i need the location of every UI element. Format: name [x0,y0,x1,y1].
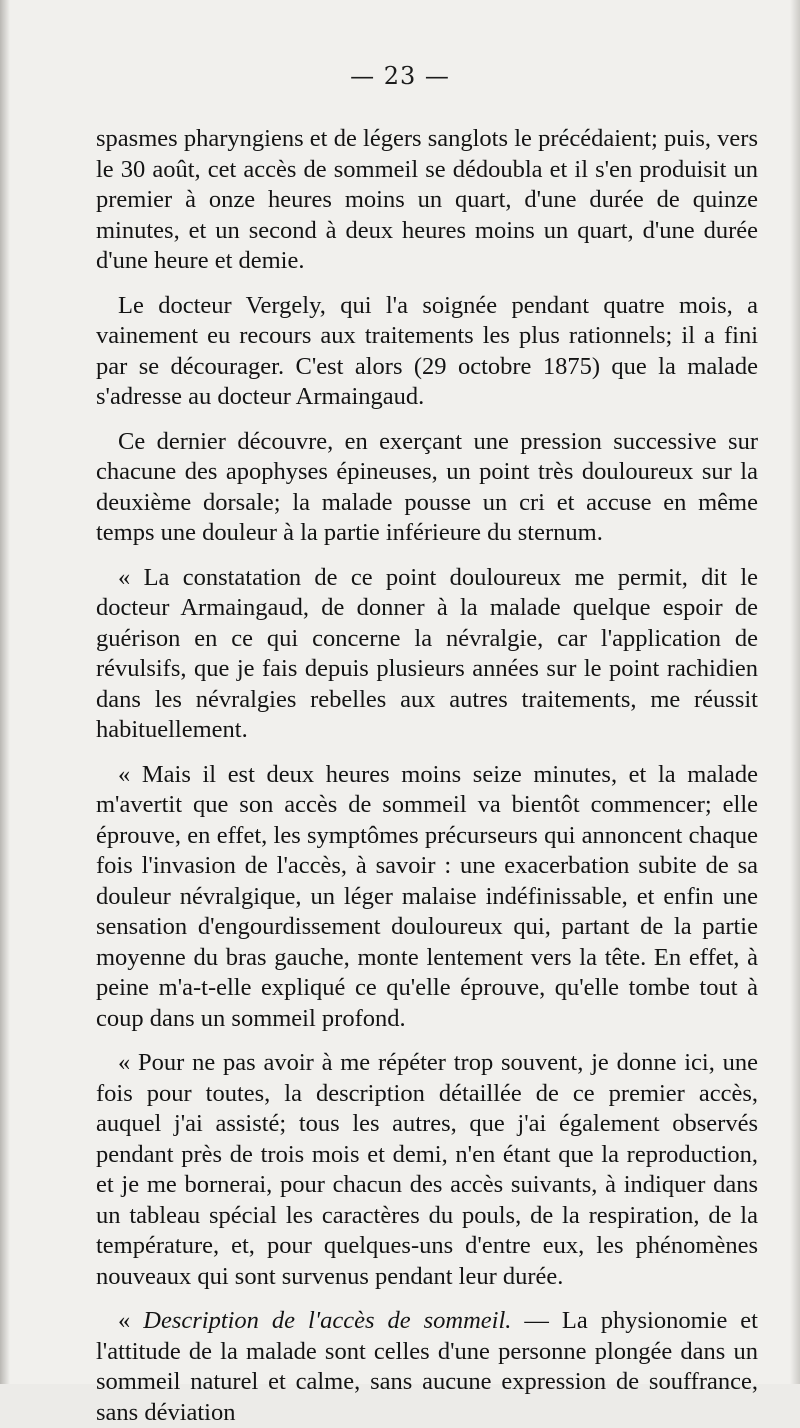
left-page-edge [0,0,10,1384]
paragraph-6: « Pour ne pas avoir à me répéter trop souvent, je donne ici, une fois pour toutes, la description détaillée de ce premier accès, auquel j'ai assisté; tous les autres, que j'ai également observés pendant près de trois mois et demi, n'en étant que la reproduction, et je me bornerai, pour chacun des accès suivants, à indiquer dans un tableau spécial les caractères du pouls, de la respiration, de la température, et, pour quelques-uns d'entre eux, les phénomènes nouveaux qui sont survenus pendant leur durée. [96,1049,758,1290]
paragraph-7-text: — La physionomie et l'attitude de la malade sont celles d'une personne plongée dans un sommeil naturel et calme, sans aucune expression de souffrance, sans déviation [96,1307,758,1426]
right-page-edge [790,0,800,1384]
quote-mark: « [118,1307,144,1334]
section-heading-italic: Description de l'accès de sommeil. [143,1307,512,1334]
paragraph-2: Le docteur Vergely, qui l'a soignée pendant quatre mois, a vainement eu recours aux traitements les plus rationnels; il a fini par se décourager. C'est alors (29 octobre 1875) que la malade s'adresse au docteur Armaingaud. [96,291,758,410]
paragraph-3: Ce dernier découvre, en exerçant une pression successive sur chacune des apophyses épineuses, un point très douloureux sur la deuxième dorsale; la malade pousse un cri et accuse en même temps une douleur à la partie inférieure du sternum. [96,427,758,546]
paragraph-1: spasmes pharyngiens et de légers sanglots le précédaient; puis, vers le 30 août, cet accès de sommeil se dédoubla et il s'en produisit un premier à onze heures moins un quart, d'une durée de quinze minutes, et un second à deux heures moins un quart, d'une durée d'une heure et demie. [96,125,758,274]
paragraph-7 [96,1306,758,1428]
paragraph-5: « Mais il est deux heures moins seize minutes, et la malade m'avertit que son accès de sommeil va bientôt commencer; elle éprouve, en effet, les symptômes précurseurs qui annoncent chaque fois l'invasion de l'accès, à savoir : une exacerbation subite de sa douleur névralgique, un léger malaise indéfinissable, et enfin une sensation d'engourdissement douloureux qui, partant de la partie moyenne du bras gauche, monte lentement vers la tête. En effet, à peine m'a-t-elle expliqué ce qu'elle éprouve, qu'elle tombe tout à coup dans un sommeil profond. [96,760,758,1032]
body-text [96,124,758,1428]
paragraph-4: « La constatation de ce point douloureux me permit, dit le docteur Armaingaud, de donner à la malade quelque espoir de guérison en ce qui concerne la névralgie, car l'application de révulsifs, que je fais depuis plusieurs années sur le point rachidien dans les névralgies rebelles aux autres traitements, me réussit habituellement. [96,563,758,743]
page-number: — 23 — [350,62,450,90]
